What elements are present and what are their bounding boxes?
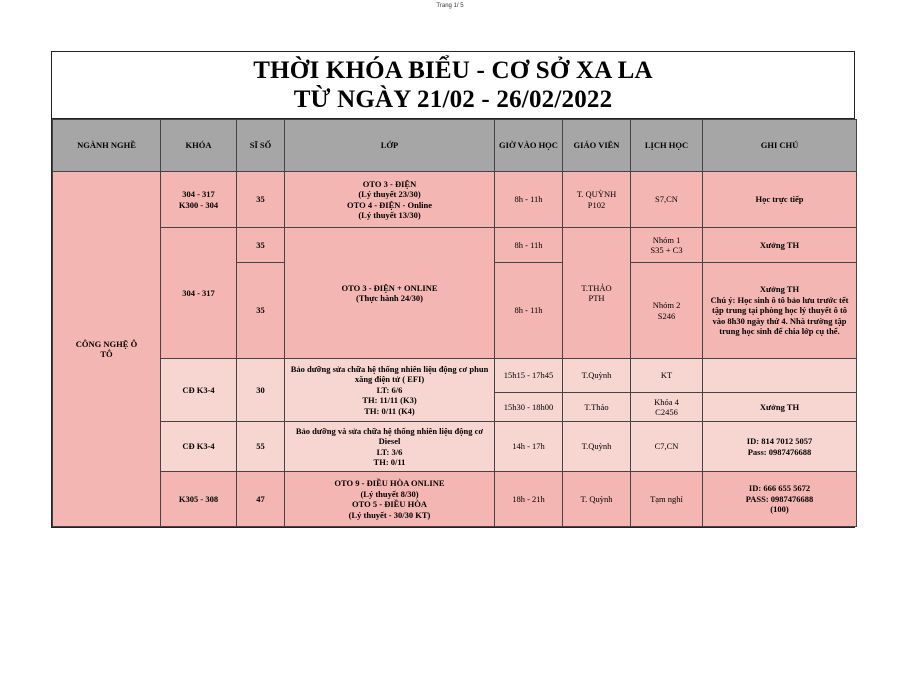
ghi-chu-cell — [703, 263, 857, 359]
room-capacity: (100) — [770, 504, 789, 515]
lich-hoc-cell: KT — [631, 359, 703, 393]
giao-vien-cell: T. Quỳnh — [563, 472, 631, 527]
lop-text: Bảo dưỡng và sửa chữa hệ thống nhiên liệu động cơ Diesel — [295, 425, 484, 446]
header-row — [53, 120, 857, 172]
khoa-cell — [161, 172, 237, 228]
ghi-chu-note: Chú ý: Học sinh ô tô bảo lưu trước tết tập trung tại phòng học lý thuyết ô tô vào 8h30 ngày thứ 4. Nhà trường tập trung học sinh để chia lớp cụ thể. — [710, 294, 849, 337]
lop-text: TH: 0/11 (K4) — [364, 405, 415, 416]
giao-vien-cell: T.Quỳnh — [563, 359, 631, 393]
lich-hoc-cell — [631, 263, 703, 359]
gio-cell: 15h15 - 17h45 — [495, 359, 563, 393]
lich-hoc-text: Nhóm 2 — [652, 300, 681, 310]
meeting-id: ID: 814 7012 5057 — [746, 436, 813, 446]
schedule-sheet — [51, 51, 855, 528]
giao-vien-text: PTH — [588, 293, 605, 303]
lop-cell — [285, 422, 495, 472]
lop-text: OTO 3 - ĐIỆN — [362, 178, 417, 189]
khoa-text: K300 - 304 — [178, 199, 219, 210]
giao-vien-text: T. QUỲNH — [576, 189, 617, 199]
lop-text: OTO 4 - ĐIỆN - Online — [346, 199, 433, 210]
meeting-pass: PASS: 0987476688 — [745, 493, 814, 504]
col-header-gio: GIỜ VÀO HỌC — [495, 120, 563, 172]
lop-cell — [285, 228, 495, 359]
giao-vien-cell — [563, 172, 631, 228]
lich-hoc-cell: C7,CN — [631, 422, 703, 472]
nganh-nghe-cell — [53, 172, 161, 527]
ghi-chu-cell: Học trực tiếp — [703, 172, 857, 228]
khoa-cell: CĐ K3-4 — [161, 422, 237, 472]
table-row — [53, 228, 857, 263]
col-header-giao-vien: GIÁO VIÊN — [563, 120, 631, 172]
lop-text: LT: 6/6 — [376, 384, 403, 395]
gio-cell: 15h30 - 18h00 — [495, 393, 563, 422]
lop-cell — [285, 172, 495, 228]
khoa-cell: K305 - 308 — [161, 472, 237, 527]
lich-hoc-text: C2456 — [655, 407, 678, 417]
col-header-si-so: SĨ SỐ — [237, 120, 285, 172]
page-title: THỜI KHÓA BIỂU - CƠ SỞ XA LA — [253, 57, 653, 84]
khoa-text: 304 - 317 — [182, 189, 215, 199]
lich-hoc-text: S246 — [657, 310, 676, 321]
page-number: Trang 1/ 5 — [436, 3, 464, 9]
khoa-cell: 304 - 317 — [161, 228, 237, 359]
lich-hoc-cell: Tạm nghỉ — [631, 472, 703, 527]
khoa-cell: CĐ K3-4 — [161, 359, 237, 422]
lop-text: (Thực hành 24/30) — [356, 293, 423, 303]
meeting-id: ID: 666 655 5672 — [748, 483, 811, 494]
meeting-pass: Pass: 0987476688 — [747, 446, 812, 457]
lop-text: TH: 0/11 — [373, 457, 406, 467]
si-so-cell: 35 — [237, 228, 285, 263]
lop-text: LT: 3/6 — [376, 446, 403, 457]
lop-text: (Lý thuyết 23/30) — [358, 189, 421, 199]
giao-vien-cell: T.Quỳnh — [563, 422, 631, 472]
lich-hoc-text: Nhóm 1 — [652, 234, 681, 245]
lop-cell — [285, 359, 495, 422]
lich-hoc-cell: S7,CN — [631, 172, 703, 228]
giao-vien-text: P102 — [587, 199, 606, 210]
lich-hoc-cell — [631, 228, 703, 263]
gio-cell: 14h - 17h — [495, 422, 563, 472]
gio-cell: 8h - 11h — [495, 172, 563, 228]
si-so-cell: 35 — [237, 263, 285, 359]
lich-hoc-text: S35 + C3 — [650, 245, 683, 255]
gio-cell: 8h - 11h — [495, 228, 563, 263]
date-range: TỪ NGÀY 21/02 - 26/02/2022 — [293, 86, 613, 113]
lich-hoc-text: Khóa 4 — [654, 396, 679, 407]
lich-hoc-cell — [631, 393, 703, 422]
giao-vien-text: T.THẢO — [581, 282, 612, 293]
giao-vien-cell — [563, 228, 631, 359]
si-so-cell: 35 — [237, 172, 285, 228]
ghi-chu-title: Xưởng TH — [759, 284, 800, 295]
lop-text: (Lý thuyết 13/30) — [358, 210, 421, 220]
lop-text: (Lý thuyết 8/30) — [360, 488, 419, 499]
giao-vien-cell: T.Thảo — [563, 393, 631, 422]
gio-cell: 18h - 21h — [495, 472, 563, 527]
lop-cell — [285, 472, 495, 527]
ghi-chu-cell: Xưởng TH — [703, 228, 857, 263]
table-row — [53, 172, 857, 228]
ghi-chu-cell — [703, 359, 857, 393]
col-header-lop: LỚP — [285, 120, 495, 172]
col-header-nganh: NGÀNH NGHỀ — [53, 120, 161, 172]
schedule-table — [52, 119, 857, 527]
lop-text: OTO 3 - ĐIỆN + ONLINE — [341, 282, 438, 293]
col-header-lich-hoc: LỊCH HỌC — [631, 120, 703, 172]
table-row — [53, 359, 857, 393]
lop-text: Bảo dưỡng sửa chữa hệ thống nhiên liệu động cơ phun xăng điện tử ( EFI) — [290, 363, 489, 385]
table-row — [53, 422, 857, 472]
si-so-cell: 47 — [237, 472, 285, 527]
ghi-chu-cell: Xưởng TH — [703, 393, 857, 422]
nganh-nghe-label: CÔNG NGHỆ Ô TÔ — [75, 338, 138, 359]
col-header-ghi-chu: GHI CHÚ — [703, 120, 857, 172]
ghi-chu-cell — [703, 422, 857, 472]
lop-text: OTO 5 - ĐIỀU HÒA — [352, 499, 427, 509]
gio-cell: 8h - 11h — [495, 263, 563, 359]
si-so-cell: 55 — [237, 422, 285, 472]
ghi-chu-cell — [703, 472, 857, 527]
lop-text: (Lý thuyết - 30/30 KT) — [348, 509, 431, 520]
title-box — [52, 52, 854, 119]
lop-text: OTO 9 - ĐIỀU HÒA ONLINE — [334, 478, 445, 488]
col-header-khoa: KHÓA — [161, 120, 237, 172]
si-so-cell: 30 — [237, 359, 285, 422]
table-row — [53, 472, 857, 527]
lop-text: TH: 11/11 (K3) — [362, 395, 417, 406]
